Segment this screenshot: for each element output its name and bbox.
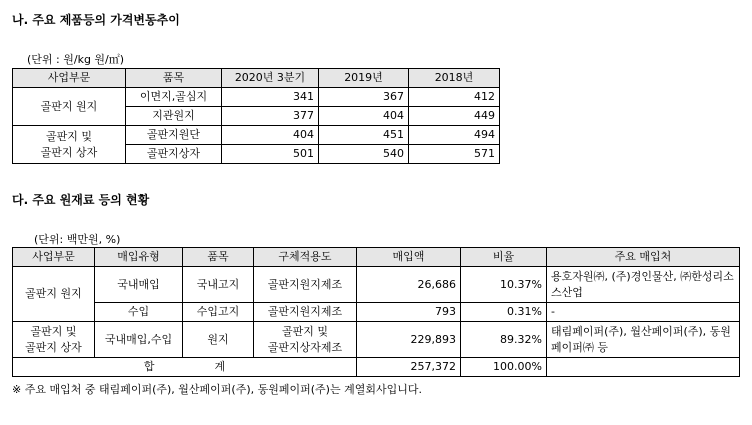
header-amount: 매입액	[357, 248, 461, 267]
ratio-cell: 0.31%	[461, 303, 547, 322]
value-cell: 494	[409, 126, 500, 145]
amount-cell: 229,893	[357, 322, 461, 358]
supplier-cell: -	[547, 303, 740, 322]
header-purchase-type: 매입유형	[95, 248, 183, 267]
item-cell: 골판지상자	[126, 145, 222, 164]
value-cell: 404	[319, 107, 409, 126]
header-item: 품목	[126, 69, 222, 88]
value-cell: 449	[409, 107, 500, 126]
item-cell: 원지	[183, 322, 254, 358]
purchase-type-cell: 국내매입	[95, 267, 183, 303]
raw-material-unit: (단위: 백만원, %)	[34, 233, 121, 246]
table-header-row	[13, 248, 740, 267]
division-line: 골판지 상자	[25, 340, 82, 354]
price-trend-table	[12, 68, 500, 164]
total-ratio-cell: 100.00%	[461, 358, 547, 377]
division-cell: 골판지 원지	[13, 267, 95, 322]
value-cell: 341	[222, 88, 319, 107]
total-label-part: 계	[214, 360, 226, 373]
item-cell: 이면지,골심지	[126, 88, 222, 107]
header-2020q3: 2020년 3분기	[222, 69, 319, 88]
use-cell	[254, 322, 357, 358]
table-row	[13, 322, 740, 358]
division-cell	[13, 126, 126, 164]
purchase-type-cell: 수입	[95, 303, 183, 322]
header-division: 사업부문	[13, 69, 126, 88]
use-line: 골판지상자제조	[267, 340, 343, 354]
value-cell: 571	[409, 145, 500, 164]
value-cell: 412	[409, 88, 500, 107]
table-row	[13, 303, 740, 322]
supplier-cell: 태림페이퍼(주), 월산페이퍼(주), 동원페이퍼㈜ 등	[547, 322, 740, 358]
value-cell: 451	[319, 126, 409, 145]
value-cell: 540	[319, 145, 409, 164]
total-amount-cell: 257,372	[357, 358, 461, 377]
item-cell: 국내고지	[183, 267, 254, 303]
table-row	[13, 126, 500, 145]
header-division: 사업부문	[13, 248, 95, 267]
supplier-cell: 용호자원㈜, (주)경인물산, ㈜한성리소스산업	[547, 267, 740, 303]
header-supplier: 주요 매입처	[547, 248, 740, 267]
amount-cell: 793	[357, 303, 461, 322]
total-label-part: 합	[143, 360, 155, 373]
division-line: 골판지 및	[30, 324, 77, 338]
header-2019: 2019년	[319, 69, 409, 88]
item-cell: 골판지원단	[126, 126, 222, 145]
table-header-row	[13, 69, 500, 88]
table-row	[13, 88, 500, 107]
price-trend-unit: (단위 : 원/kg 원/㎡)	[27, 53, 125, 66]
ratio-cell: 89.32%	[461, 322, 547, 358]
raw-material-table	[12, 247, 740, 377]
total-supplier-cell	[547, 358, 740, 377]
total-label-cell	[13, 358, 357, 377]
value-cell: 404	[222, 126, 319, 145]
use-cell: 골판지원지제조	[254, 267, 357, 303]
footnote: ※ 주요 매입처 중 태림페이퍼(주), 월산페이퍼(주), 동원페이퍼(주)는 계열회사입니다.	[12, 383, 422, 396]
division-line: 골판지 및	[45, 129, 92, 143]
raw-material-heading: 다. 주요 원재료 등의 현황	[12, 193, 150, 207]
header-ratio: 비율	[461, 248, 547, 267]
value-cell: 367	[319, 88, 409, 107]
total-row	[13, 358, 740, 377]
header-2018: 2018년	[409, 69, 500, 88]
division-cell	[13, 322, 95, 358]
header-use: 구체적용도	[254, 248, 357, 267]
value-cell: 377	[222, 107, 319, 126]
use-line: 골판지 및	[281, 324, 328, 338]
item-cell: 지관원지	[126, 107, 222, 126]
amount-cell: 26,686	[357, 267, 461, 303]
purchase-type-cell: 국내매입,수입	[95, 322, 183, 358]
price-trend-heading: 나. 주요 제품등의 가격변동추이	[12, 13, 180, 27]
ratio-cell: 10.37%	[461, 267, 547, 303]
division-cell: 골판지 원지	[13, 88, 126, 126]
use-cell: 골판지원지제조	[254, 303, 357, 322]
header-item: 품목	[183, 248, 254, 267]
table-row	[13, 267, 740, 303]
item-cell: 수입고지	[183, 303, 254, 322]
division-line: 골판지 상자	[40, 145, 98, 159]
value-cell: 501	[222, 145, 319, 164]
